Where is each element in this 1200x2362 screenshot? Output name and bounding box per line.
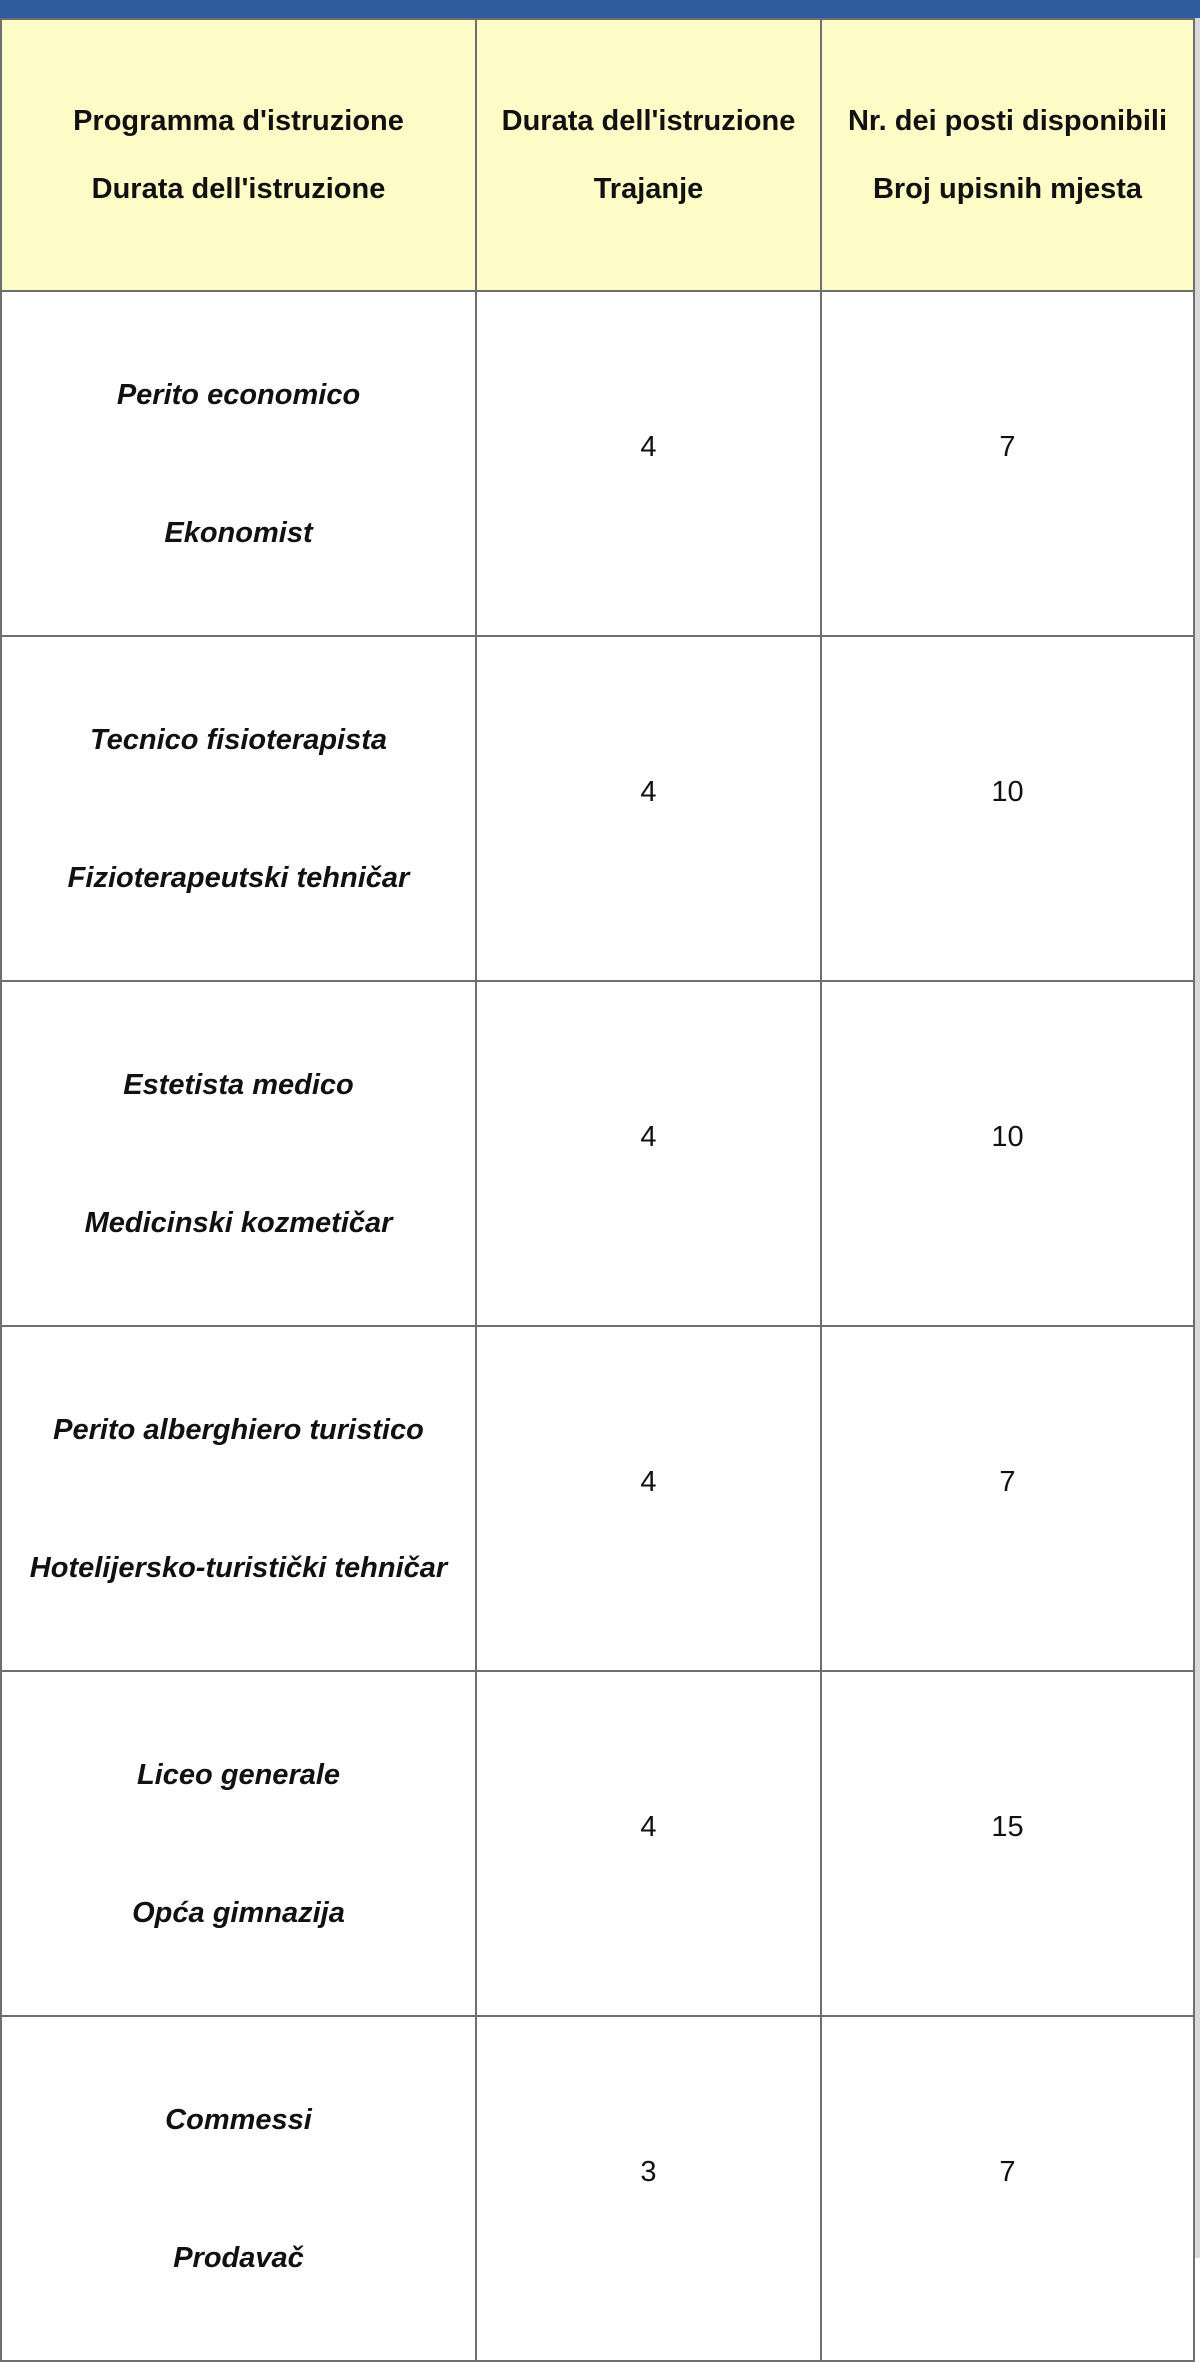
places-value: 7: [999, 431, 1016, 463]
duration-value: 4: [640, 1121, 657, 1153]
places-value: 7: [999, 1466, 1016, 1498]
program-name-cell: [1, 981, 476, 1326]
places-cell: [821, 636, 1194, 981]
header-places-it: Nr. dei posti disponibili: [847, 105, 1167, 137]
duration-value: 3: [640, 2156, 657, 2188]
header-places-hr: Broj upisnih mjesta: [872, 173, 1143, 205]
program-name-hr: Opća gimnazija: [132, 1896, 345, 1929]
program-name-it: Perito economico: [116, 378, 361, 411]
duration-value: 4: [640, 1811, 657, 1843]
table-row: [1, 1326, 1194, 1671]
program-name-it: Commessi: [165, 2103, 312, 2136]
header-duration: [476, 19, 821, 291]
duration-value: 4: [640, 431, 657, 463]
table-row: [1, 1671, 1194, 2016]
table-row: [1, 2016, 1194, 2361]
places-value: 7: [999, 2156, 1016, 2188]
duration-value: 4: [640, 1466, 657, 1498]
program-name-hr: Hotelijersko-turistički tehničar: [29, 1551, 448, 1584]
program-name-it: Liceo generale: [136, 1758, 341, 1791]
places-value: 10: [991, 1121, 1024, 1153]
table-row: [1, 636, 1194, 981]
duration-cell: [476, 2016, 821, 2361]
program-name-it: Perito alberghiero turistico: [53, 1413, 424, 1446]
duration-cell: [476, 981, 821, 1326]
program-name-cell: [1, 1671, 476, 2016]
duration-cell: [476, 1671, 821, 2016]
program-name-cell: [1, 2016, 476, 2361]
places-cell: [821, 981, 1194, 1326]
duration-cell: [476, 636, 821, 981]
program-name-cell: [1, 291, 476, 636]
table-header-row: [1, 19, 1194, 291]
program-name-it: Estetista medico: [123, 1068, 354, 1101]
programs-table: [0, 18, 1195, 2362]
header-program: [1, 19, 476, 291]
header-places: [821, 19, 1194, 291]
header-program-hr: Durata dell'istruzione: [91, 173, 386, 205]
program-name-hr: Fizioterapeutski tehničar: [67, 861, 410, 894]
places-cell: [821, 2016, 1194, 2361]
header-duration-hr: Trajanje: [593, 173, 704, 205]
table-row: [1, 981, 1194, 1326]
places-cell: [821, 1671, 1194, 2016]
top-bar: [0, 0, 1200, 18]
program-name-cell: [1, 636, 476, 981]
duration-value: 4: [640, 776, 657, 808]
places-cell: [821, 291, 1194, 636]
table-row: [1, 291, 1194, 636]
places-value: 10: [991, 776, 1024, 808]
header-program-it: Programma d'istruzione: [73, 105, 404, 137]
places-cell: [821, 1326, 1194, 1671]
program-name-it: Tecnico fisioterapista: [89, 723, 388, 756]
places-value: 15: [991, 1811, 1024, 1843]
program-name-hr: Prodavač: [173, 2241, 304, 2274]
program-name-hr: Ekonomist: [164, 516, 313, 549]
program-name-hr: Medicinski kozmetičar: [84, 1206, 393, 1239]
duration-cell: [476, 1326, 821, 1671]
program-name-cell: [1, 1326, 476, 1671]
duration-cell: [476, 291, 821, 636]
header-duration-it: Durata dell'istruzione: [501, 105, 796, 137]
